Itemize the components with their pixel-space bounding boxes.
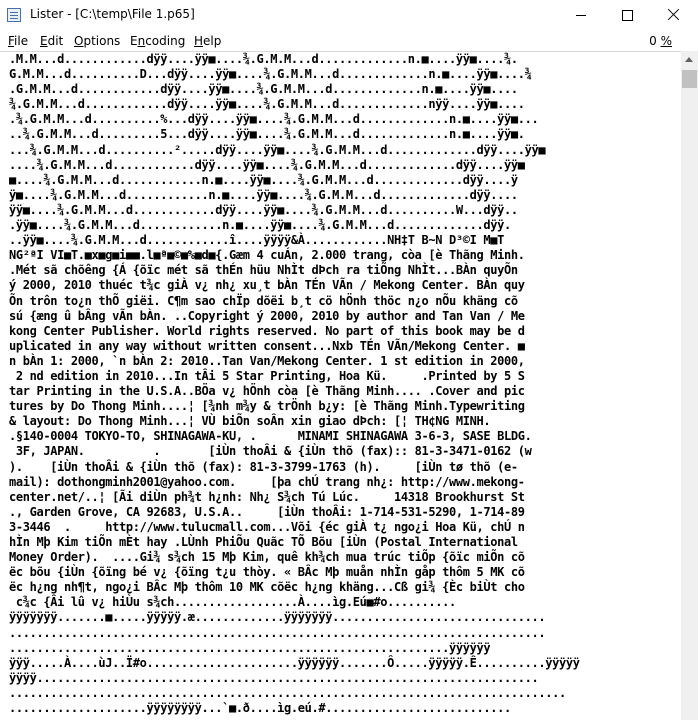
minimize-button[interactable] <box>558 0 604 31</box>
file-text: .M.M...d............dÿÿ....ÿÿ■....¾.G.M.M...d.............n.■....ÿÿ■....¾. G.M.M...d..........D...dÿÿ....ÿÿ■....¾.G.M.M...d.............n.■....ÿÿ■....¾ .G.M.M...d............dÿÿ....ÿÿ■....¾.G.M.M...d.............n.■....ÿÿ■.... ¾.G.M.M...d............dÿÿ....ÿÿ■....¾.G.M.M...d.............nÿÿ....ÿÿ■.... .¾.G.M.M...d..........%...dÿÿ....ÿÿ■....¾.G.M.M...d.............n.■....ÿÿ■... ..¾.G.M.M...d.........5...dÿÿ....ÿÿ■....¾.G.M.M...d.............n.■....ÿÿ■. ...¾.G.M.M...d..........².....dÿÿ....ÿÿ■....¾.G.M.M...d.............dÿÿ....ÿÿ■ ....¾.G.M.M...d............dÿÿ....ÿÿ■....¾.G.M.M...d.............dÿÿ....ÿÿ■ ■....¾.G.M.M...d............n.■....ÿÿ■....¾.G.M.M...d.............dÿÿ....ÿ ÿ■....¾.G.M.M...d............n.■....ÿÿ■....¾.G.M.M...d.............dÿÿ.... ÿÿ■....¾.G.M.M...d............dÿÿ....ÿÿ■....¾.G.M.M...d..........W...dÿÿ.. .ÿÿ■....¾.G.M.M...d............n.■....ÿÿ■....¾.G.M.M...d.............dÿÿ. ..ÿÿ■....¾.G.M.M...d............î....ÿÿÿÿ&À............NH‡T B~N D³©I M■T NG²ªI VI■T.■x■g■i■■.l■ª■©■%■d■{.Gæm 4 cuÁn, 2.000 trang, còa [è Thãng Minh. .Mét sã chõêng {Á {õïc mét sã thÉn hüu NhÌt dÞch ra tiÕng NhÌt...BÀn quyÕn ý 2000, 2010 thuéc t¾c giÀ v¿ nh¿ xu¸t bÀn TÉn VÃn / Mekong Center. BÀn quy Õn trôn to¿n thÕ giëi. C¶m sao chÏp dõëi b¸t cö hÖnh thöc n¿o nÕu khäng cõ sú {æng û bÂng vÃn bÀn. ..Copyright ý 2000, 2010 by author and Tan Van / Me kong Center Publisher. World rights reserved. No part of this book may be d uplicated in any way without written consent...Nxb TÉn VÃn/Mekong Center. ■ n bÀn 1: 2000, `n bÀn 2: 2010..Tan Van/Mekong Center. 1 st edition in 2000, 2 nd edition in 2010...In tÂi 5 Star Printing, Hoa Kü. .Printed by 5 S tar Printing in the U.S.A..BÖa v¿ hÖnh còa [è Thãng Minh.... .Cover and pic tures by Do Thong Minh....¦ [¾nh m¾y & trÖnh b¿y: [è Thãng Minh.Typewriting & layout: Do Thong Minh...¦ VÙ biÕn soÂn xin giao dÞch: [¦ TH¢NG MINH. .§140-0004 TOKYO-TO, SHINAGAWA-KU, . MINAMI SHINAGAWA 3-6-3, SASE BLDG. 3F, JAPAN. . [iÙn thoÂi & {iÙn thõ (fax):: 81-3-3471-0162 (w ). [iÙn thoÂi & {iÙn thõ (fax): 81-3-3799-1763 (h). [iÙn tø thõ (e- mail): dothongminh2001@yahoo.com. [þa chÚ trang nh¿: http://www.mekong- center.net/..¦ [Ãi diÙn ph¾t h¿nh: Nh¿ S¾ch Tú Lúc. 14318 Brookhurst St ., Garden Grove, CA 92683, U.S.A.. [iÙn thoÂi: 1-714-531-5290, 1-714-89 3-3446 . http://www.tulucmall.com...Või {éc giÀ t¿ ngo¿i Hoa Kü, chÚ n hÌn Mþ Kim tiÕn mÈt hay .LÙnh PhiÕu Quãc TÕ Bõu [iÙn (Postal International Money Order). ....Gi¾ s¾ch 15 Mþ Kim, quê kh¾ch mua trúc tiÕp {õïc miÕn cõ ëc bõu {iÙn {õïng bé v¿ {õïng t¿u thòy. « BÂc Mþ muån nhÌn gåp thôm 5 MK cõ ëc h¿ng nh¶t, ngo¿i BÂc Mþ thôm 10 MK cõëc h¿ng khäng...Cß gi¾ {Èc biÙt cho c¾c {Âi lû v¿ hiÙu s¾ch..................À....ìg.Eú■#o.......... ÿÿÿÿÿÿÿ.......■.....ÿÿÿÿÿ.æ.............ÿÿÿÿÿÿÿ............................... .............................................................................. ................................................................ÿÿÿÿÿÿ ÿÿÿ.....À....ùJ..Ï#o......................ÿÿÿÿÿÿ.......Ô.....ÿÿÿÿÿ.Ê..........ÿÿÿÿÿ ÿÿÿÿ......................................................................... ................................................................................. ....................ÿÿÿÿÿÿÿÿ...`■.ð....ìg.eú.#........................... <box>9 52 580 716</box>
menu-options[interactable]: Options <box>74 34 121 48</box>
maximize-button[interactable] <box>604 0 650 31</box>
title-bar <box>0 0 698 31</box>
close-icon <box>667 8 680 21</box>
vertical-scrollbar[interactable] <box>681 51 698 720</box>
menu-encoding[interactable]: Encoding <box>130 34 186 48</box>
lister-app-icon[interactable] <box>7 8 21 22</box>
scroll-up-arrow-icon[interactable] <box>681 51 698 68</box>
window-title: Lister - [C:\temp\File 1.p65] <box>30 7 195 21</box>
menu-edit[interactable]: Edit <box>40 34 64 48</box>
scroll-thumb[interactable] <box>682 70 697 88</box>
file-content-view[interactable] <box>0 51 681 721</box>
maximize-icon <box>622 10 633 21</box>
progress-percent: 0 % <box>649 34 672 48</box>
minimize-icon <box>576 15 586 16</box>
close-button[interactable] <box>650 0 696 31</box>
menu-help[interactable]: Help <box>194 34 222 48</box>
menu-bar <box>0 31 698 51</box>
menu-file[interactable]: File <box>8 34 29 48</box>
